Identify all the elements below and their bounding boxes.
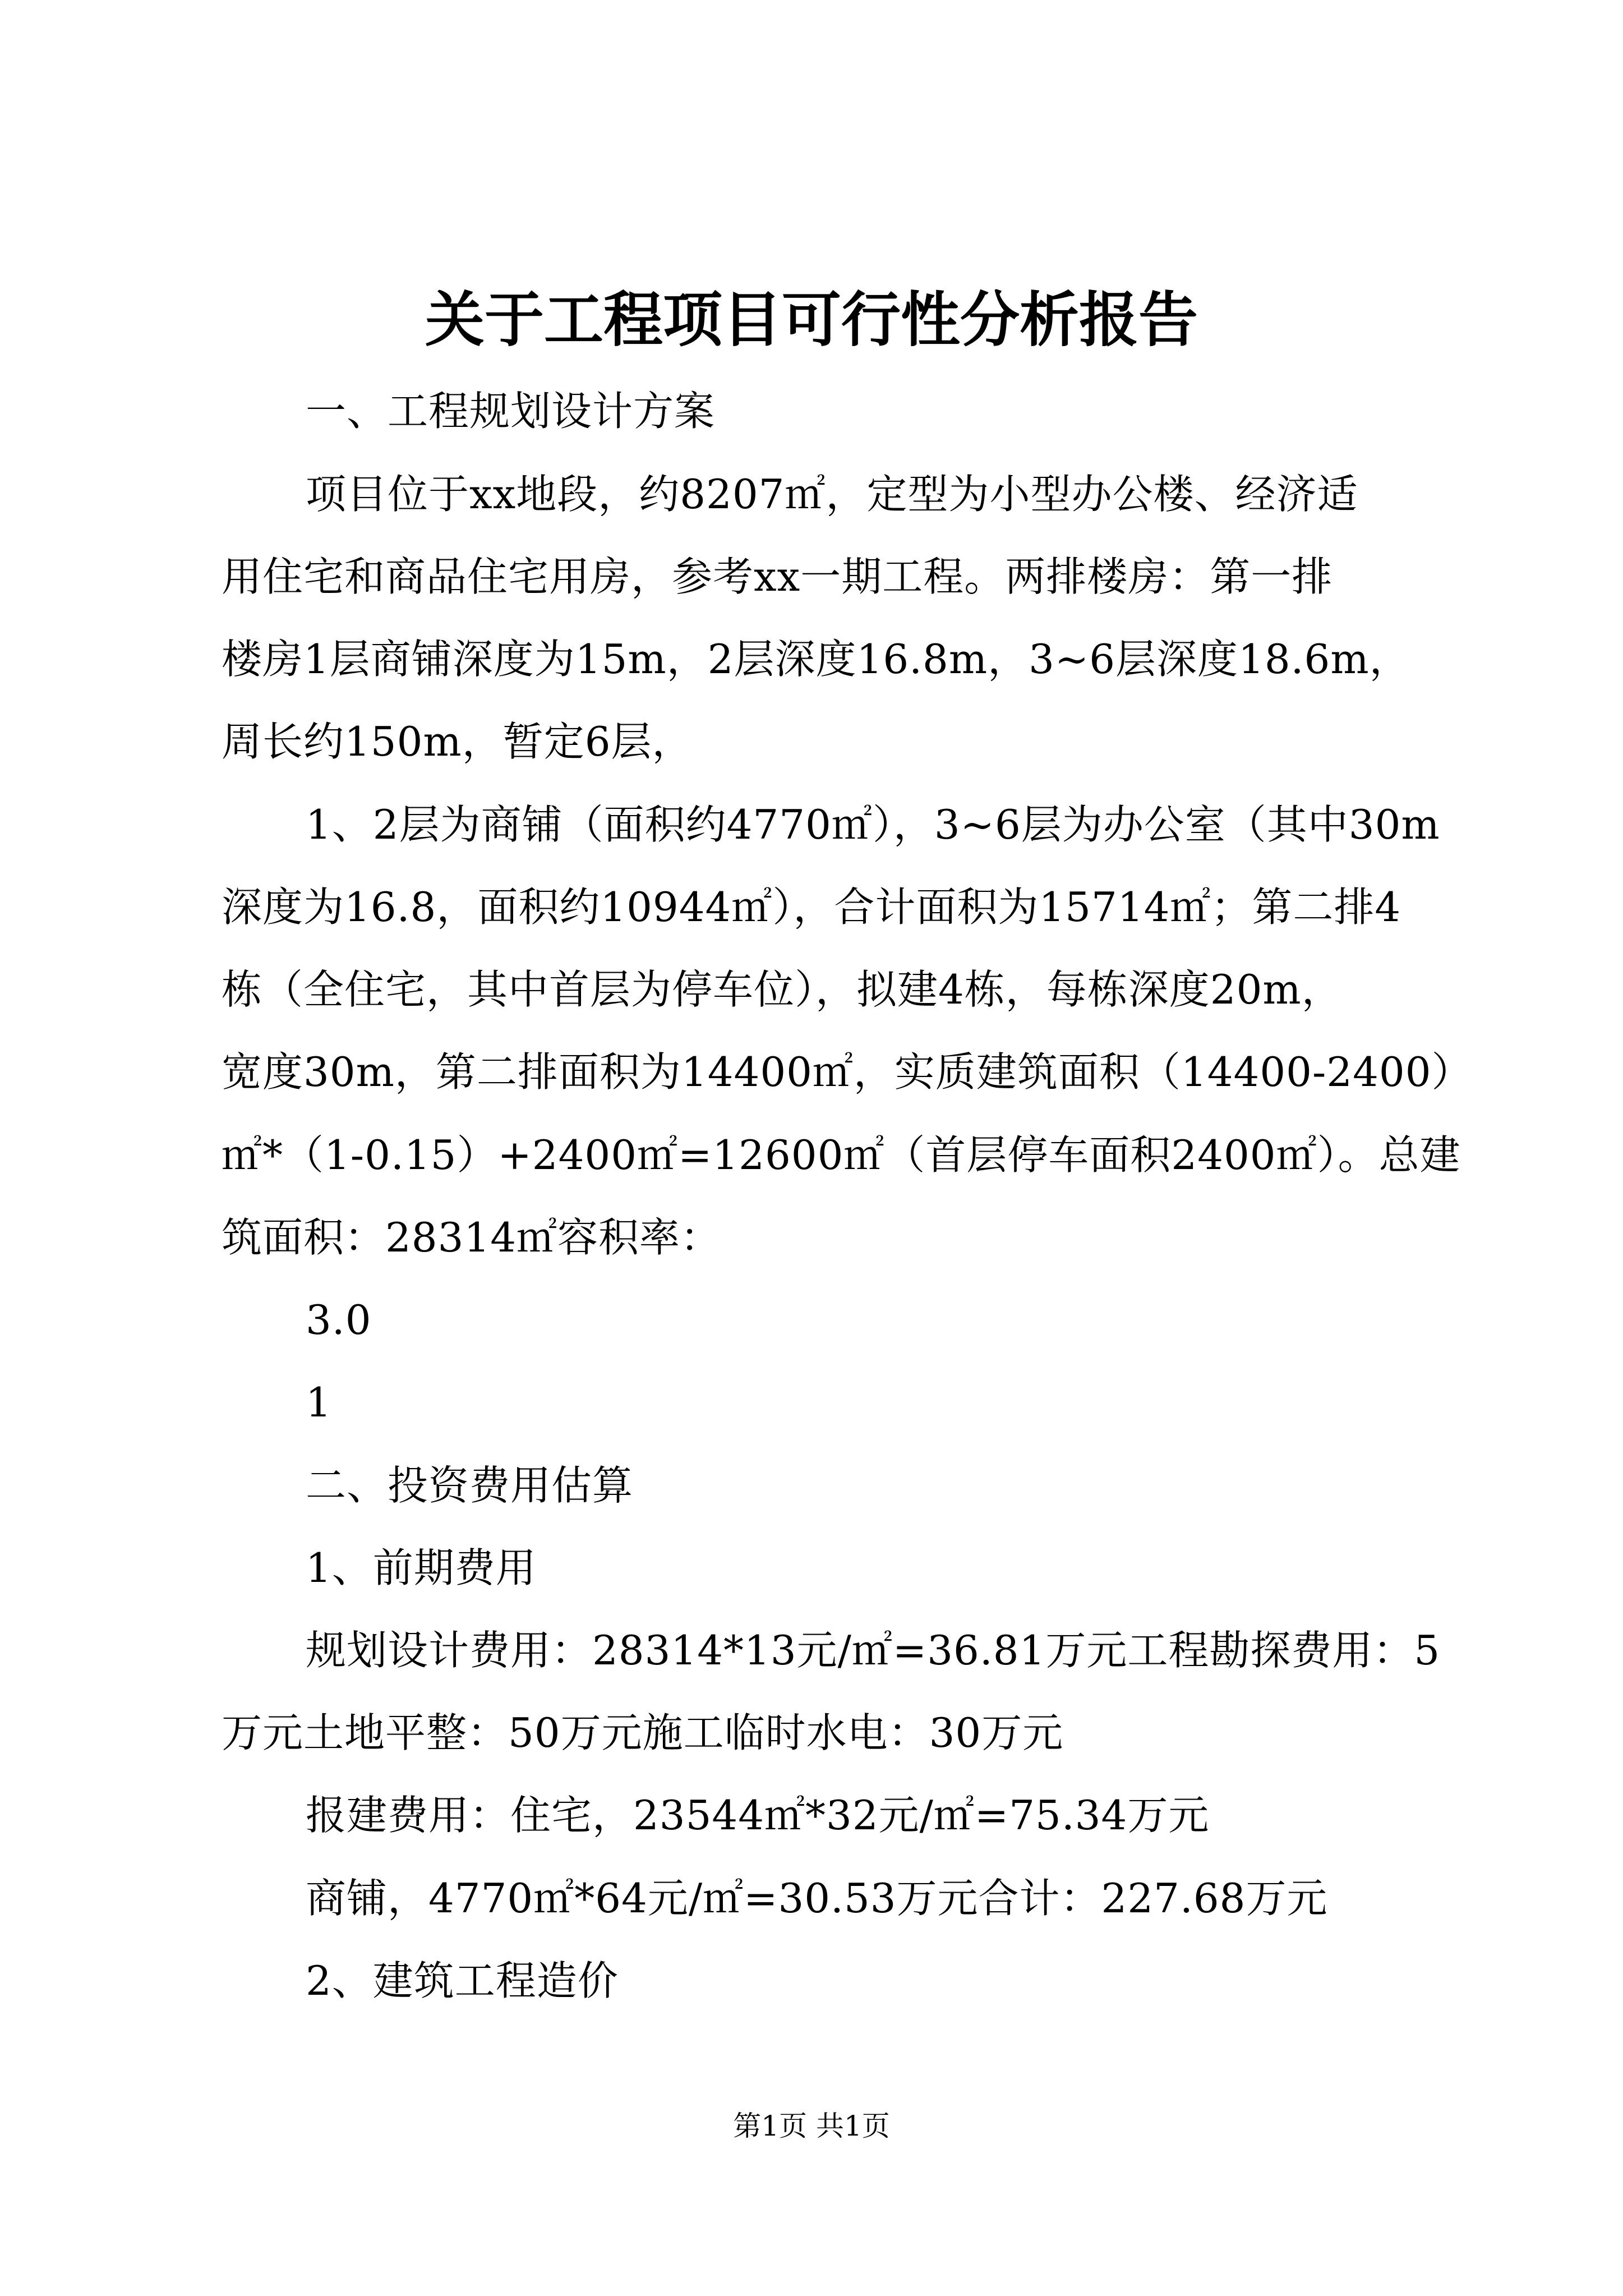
paragraph-line: 筑面积：28314㎡容积率： [222, 1214, 722, 1261]
paragraph-line: 周长约150m，暂定6层， [222, 718, 693, 765]
value-line: 1 [306, 1379, 332, 1426]
subsection-heading: 2、建筑工程造价 [306, 1957, 619, 2004]
paragraph-line: 项目位于xx地段，约8207㎡，定型为小型办公楼、经济适 [306, 471, 1358, 518]
paragraph-line: 商铺，4770㎡*64元/㎡=30.53万元合计：227.68万元 [306, 1875, 1328, 1922]
paragraph-line: 楼房1层商铺深度为15m，2层深度16.8m，3~6层深度18.6m， [222, 636, 1410, 683]
section-heading-investment: 二、投资费用估算 [306, 1462, 634, 1509]
paragraph-line: 报建费用：住宅，23544㎡*32元/㎡=75.34万元 [306, 1792, 1210, 1839]
paragraph-line: 宽度30m，第二排面积为14400㎡，实质建筑面积（14400-2400） [222, 1048, 1473, 1096]
paragraph-line: 深度为16.8，面积约10944㎡），合计面积为15714㎡；第二排4 [222, 884, 1401, 931]
page-footer: 第1页 共1页 [733, 2110, 890, 2142]
paragraph-line: 1、2层为商铺（面积约4770㎡），3~6层为办公室（其中30m [306, 801, 1440, 848]
document-title: 关于工程项目可行性分析报告 [425, 284, 1198, 355]
subsection-heading: 1、前期费用 [306, 1544, 537, 1591]
paragraph-line: 规划设计费用：28314*13元/㎡=36.81万元工程勘探费用：5 [306, 1627, 1441, 1674]
paragraph-line: 用住宅和商品住宅用房，参考xx一期工程。两排楼房：第一排 [222, 553, 1333, 600]
section-heading-planning: 一、工程规划设计方案 [306, 388, 716, 435]
paragraph-line: 栋（全住宅，其中首层为停车位），拟建4栋，每栋深度20m， [222, 966, 1343, 1013]
paragraph-line: 万元土地平整：50万元施工临时水电：30万元 [222, 1709, 1064, 1756]
value-line: 3.0 [306, 1296, 372, 1343]
paragraph-line: ㎡*（1-0.15）+2400㎡=12600㎡（首层停车面积2400㎡）。总建 [222, 1131, 1461, 1179]
